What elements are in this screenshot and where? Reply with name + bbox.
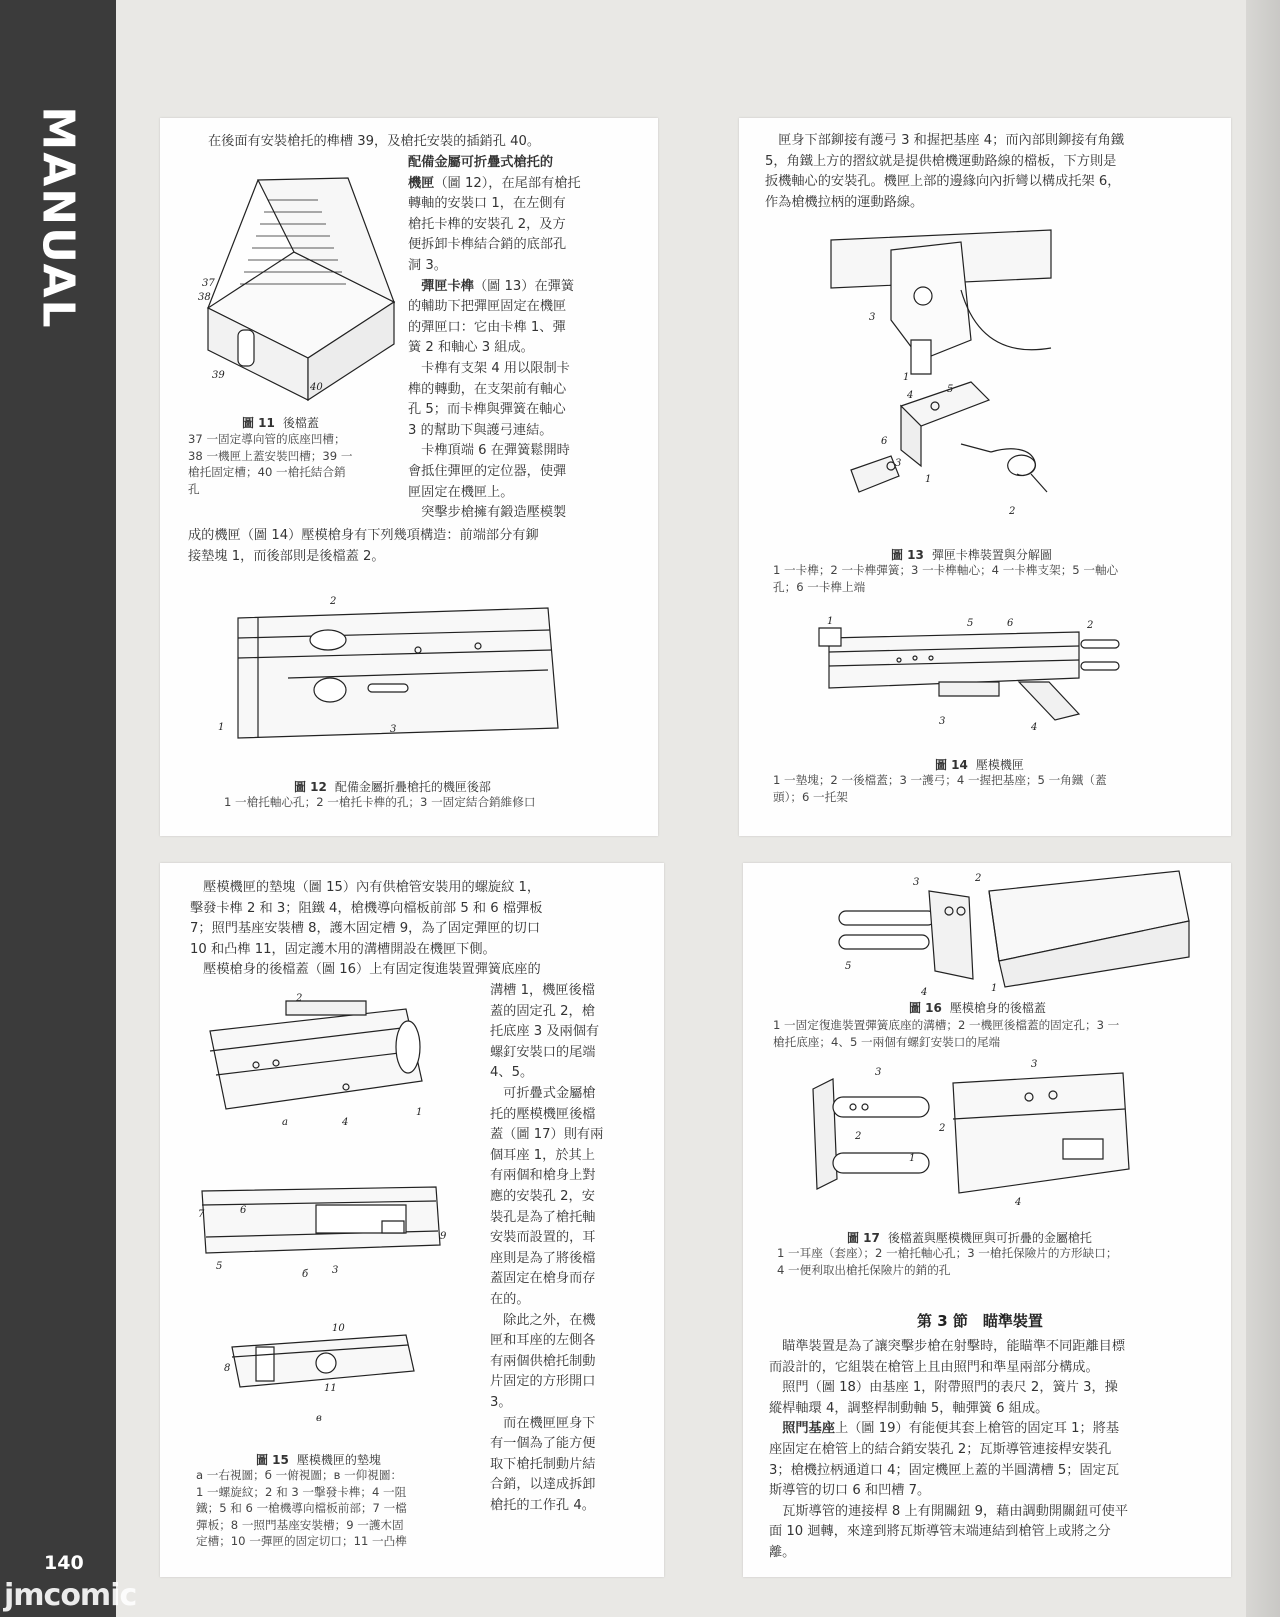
text-line: 有兩個供槍托制動 <box>490 1353 596 1369</box>
text-run: 上（圖 19）有能便其套上槍管的固定耳 1；將基 <box>834 1421 1120 1437</box>
text-line <box>408 153 553 174</box>
text-line <box>408 215 566 236</box>
figure-15-drawing <box>196 991 466 1425</box>
text-line <box>408 318 566 339</box>
fig16-label: 4 <box>921 987 928 998</box>
fig17-label: 4 <box>1015 1197 1022 1208</box>
text-run: 瓦斯導管的連接桿 8 上有開關鈕 9，藉由調動開關鈕可使平 <box>769 1503 1129 1519</box>
fig17-label: 2 <box>939 1123 946 1134</box>
figure-14-drawing <box>819 618 1139 742</box>
fig13-label: 3 <box>869 312 876 323</box>
fig13-label: 2 <box>1009 506 1016 517</box>
spine-title: MANUAL <box>32 106 84 330</box>
text-line: 4、5。 <box>490 1065 534 1081</box>
figure-11-drawing <box>198 180 408 400</box>
fig15-label: 5 <box>216 1261 223 1272</box>
text-run: 卡榫有支架 4 用以限制卡 <box>408 361 570 376</box>
text-line <box>769 1378 1118 1399</box>
fig15-label: в <box>316 1413 322 1424</box>
text-line: 5，角鐵上方的摺紋就是提供槍機運動路線的檔板，下方則是 <box>765 153 1117 169</box>
text-run: 簧 2 和軸心 3 組成。 <box>408 340 534 356</box>
text-line: 蓋（圖 17）則有兩 <box>490 1127 604 1143</box>
fig13-label: 6 <box>881 436 888 447</box>
text-run: （圖 12），在尾部有槍托 <box>434 175 581 191</box>
bold-term: 機匣 <box>408 175 435 191</box>
text-line: 擊發卡榫 2 和 3；阻鐵 4，槍機導向檔板前部 5 和 6 檔彈板 <box>190 900 543 916</box>
fig11-label: 39 <box>212 370 225 381</box>
text-line: 托底座 3 及兩個有 <box>490 1024 600 1040</box>
text-line <box>408 277 574 298</box>
text-run: 便拆卸卡榫結合銷的底部孔 <box>408 237 567 253</box>
text-line: 3。 <box>490 1395 512 1410</box>
fig13-label: 1 <box>903 372 910 383</box>
fig14-label: 5 <box>967 618 974 629</box>
text-line <box>408 174 581 195</box>
text-run: 座固定在槍管上的結合銷安裝孔 2；瓦斯導管連接桿安裝孔 <box>769 1442 1112 1457</box>
text-line <box>769 1543 795 1564</box>
figure-13-drawing <box>831 230 1071 520</box>
text-line <box>408 235 566 256</box>
fig14-title: 圖 14 壓模機匣 <box>935 758 1024 772</box>
text-line: 安裝而設置的，耳 <box>490 1230 596 1246</box>
fig13-label: 5 <box>947 384 954 395</box>
fig11-label: 38 <box>198 292 211 303</box>
text-line: 有一個為了能方便 <box>490 1436 596 1452</box>
text-line: 裝孔是為了槍托軸 <box>490 1209 596 1225</box>
fig15-label: 8 <box>224 1363 231 1374</box>
fig14-label: 1 <box>827 616 834 627</box>
text-run: 匣固定在機匣上。 <box>408 484 514 500</box>
section-title: 第 3 節 瞄準裝置 <box>917 1312 1043 1330</box>
fig15-label: 10 <box>332 1323 345 1334</box>
text-run: 突擊步槍擁有鍛造壓模製 <box>408 505 567 521</box>
text-line <box>408 380 566 401</box>
text-run: 的彈匣口：它由卡榫 1、彈 <box>408 319 566 335</box>
fig12-title: 圖 12 配備金屬折疊槍托的機匣後部 <box>294 780 491 794</box>
text-line: 作為槍機拉柄的運動路線。 <box>765 194 924 210</box>
fig16-label: 5 <box>845 961 852 972</box>
text-line: 匣身下部鉚接有護弓 3 和握把基座 4；而內部則鉚接有角鐵 <box>765 133 1125 148</box>
text-run: 洞 3。 <box>408 258 447 273</box>
fig17-title: 圖 17 後檔蓋與壓模機匣與可折疊的金屬槍托 <box>847 1231 1092 1245</box>
text-line: 可折疊式金屬槍 <box>490 1086 596 1101</box>
fig16-label: 1 <box>991 983 998 994</box>
text-line: 蓋固定在槍身而存 <box>490 1271 596 1287</box>
fig15-label: 2 <box>296 993 303 1004</box>
text-line <box>769 1337 1125 1358</box>
fig11-title: 圖 11 後檔蓋 <box>242 416 319 430</box>
text-run: 孔 5；而卡榫與彈簧在軸心 <box>408 402 566 418</box>
bold-term: 配備金屬可折疊式槍托的 <box>408 155 554 170</box>
panel-bottom-left <box>160 863 664 1577</box>
fig17-caption: 1 一耳座（套座）；2 一槍托軸心孔；3 一槍托保險片的方形缺口； 4 一便利取出槍托保險片的銷的孔 <box>777 1246 1118 1277</box>
fig12-label: 2 <box>330 596 337 607</box>
text-line: 蓋的固定孔 2，槍 <box>490 1003 595 1019</box>
text-run: 照門（圖 18）由基座 1，附帶照門的表尺 2，簧片 3，操 <box>769 1380 1118 1396</box>
fig15-label: 7 <box>198 1209 205 1220</box>
fig16-label: 3 <box>913 877 920 888</box>
text-run: 會抵住彈匣的定位器，使彈 <box>408 464 567 479</box>
text-line <box>769 1419 1119 1440</box>
figure-16-drawing <box>839 871 1195 998</box>
text-line: 壓模機匣的墊塊（圖 15）內有供槍管安裝用的螺旋紋 1， <box>190 880 541 895</box>
fig17-label: 1 <box>909 1153 916 1164</box>
fig13-label: 4 <box>907 390 914 401</box>
bold-term: 彈匣卡榫 <box>408 278 474 294</box>
text-line <box>769 1502 1128 1523</box>
text-line: 片固定的方形開口 <box>490 1374 596 1390</box>
text-line <box>408 256 447 277</box>
text-line <box>408 338 534 359</box>
text-run: 3 的幫助下與護弓連結。 <box>408 422 553 438</box>
text-run: 斯導管的切口 6 和凹槽 7。 <box>769 1483 931 1499</box>
fig15-label: 1 <box>416 1107 423 1118</box>
fig15-label: 9 <box>440 1231 447 1242</box>
page-number: 140 <box>44 1552 84 1574</box>
fig11-caption: 37 一固定導向管的底座凹槽； 38 一機匣上蓋安裝凹槽；39 一 槍托固定槽；40 一槍托結合銷 孔 <box>188 432 353 496</box>
fig13-caption: 1 一卡榫；2 一卡榫彈簧；3 一卡榫軸心；4 一卡榫支架；5 一軸心 孔；6 一卡榫上端 <box>773 563 1119 594</box>
fig17-label: 3 <box>1031 1059 1038 1070</box>
text-line: 合銷，以達成拆卸 <box>490 1477 596 1493</box>
text-line <box>408 400 566 421</box>
text-line <box>408 441 570 462</box>
fig15-label: б <box>302 1269 309 1280</box>
bold-term: 照門基座 <box>769 1421 835 1437</box>
text-line: 溝槽 1，機匣後檔 <box>490 983 595 998</box>
text-run: 的輔助下把彈匣固定在機匣 <box>408 299 567 315</box>
fig12-label: 3 <box>390 724 397 735</box>
fig12-label: 1 <box>218 722 225 733</box>
text-line: 匣和耳座的左側各 <box>490 1333 596 1349</box>
text-line <box>408 483 514 504</box>
text-run: 轉軸的安裝口 1，在左側有 <box>408 196 566 212</box>
text-line: 在的。 <box>490 1292 530 1307</box>
text-line <box>769 1358 1099 1379</box>
text-line <box>408 462 566 483</box>
fig15-label: 3 <box>332 1265 339 1276</box>
fig17-label: 2 <box>855 1131 862 1142</box>
intro-text: 在後面有安裝槍托的榫槽 39，及槍托安裝的插銷孔 40。 <box>208 134 541 149</box>
text-run: 3；槍機拉柄通道口 4；固定機匣上蓋的半圓溝槽 5；固定瓦 <box>769 1462 1120 1478</box>
text-line: 有兩個和槍身上對 <box>490 1168 596 1184</box>
fig14-label: 2 <box>1087 620 1094 631</box>
text-line: 應的安裝孔 2，安 <box>490 1189 595 1204</box>
text-line: 托的壓模機匣後檔 <box>490 1106 596 1122</box>
fig15-caption: a 一右視圖；б 一俯視圖；в 一仰視圖： 1 一螺旋紋；2 和 3 一擊發卡榫；4 一阻 鐵；5 和 6 一槍機導向檔板前部；7 一檔 彈板；8 一照門基座安裝槽；9 一護木固 定槽；10 一彈匣的固定切口；11 一凸榫 <box>196 1468 407 1549</box>
text-line: 槍托的工作孔 4。 <box>490 1498 595 1513</box>
text-line: 扳機軸心的安裝孔。機匣上部的邊緣向內折彎以構成托架 6， <box>765 174 1121 190</box>
fig15-label: 4 <box>342 1117 349 1128</box>
fig11-label: 40 <box>310 382 323 393</box>
text-line <box>769 1399 1048 1420</box>
fig14-label: 3 <box>939 716 946 727</box>
text-run: 離。 <box>769 1545 796 1560</box>
text-line: 個耳座 1，於其上 <box>490 1147 595 1163</box>
text-run: 而設計的，它組裝在槍管上且由照門和準星兩部分構成。 <box>769 1359 1099 1375</box>
watermark: jmcomic <box>4 1578 137 1613</box>
fig15-label: 11 <box>324 1383 337 1394</box>
text-line: 而在機匣匣身下 <box>490 1415 596 1431</box>
fig16-title: 圖 16 壓模槍身的後檔蓋 <box>909 1001 1046 1015</box>
text-line: 接墊塊 1，而後部則是後檔蓋 2。 <box>188 548 385 564</box>
text-line <box>408 194 566 215</box>
fig16-label: 2 <box>975 873 982 884</box>
fig15-label: 6 <box>240 1205 247 1216</box>
text-line: 取下槍托制動片結 <box>490 1456 596 1472</box>
fig14-label: 4 <box>1031 722 1038 733</box>
fig13-title: 圖 13 彈匣卡榫裝置與分解圖 <box>891 548 1052 562</box>
fig13-label: 1 <box>925 474 932 485</box>
text-line: 除此之外，在機 <box>490 1312 596 1328</box>
fig14-label: 6 <box>1007 618 1014 629</box>
panel-bottom-right <box>743 863 1231 1577</box>
text-line <box>408 359 570 380</box>
fig15-title: 圖 15 壓模機匣的墊塊 <box>256 1453 381 1467</box>
text-line: 壓模槍身的後檔蓋（圖 16）上有固定復進裝置彈簧底座的 <box>190 962 541 978</box>
fig11-label: 37 <box>202 278 215 289</box>
text-line <box>769 1481 930 1502</box>
panel-top-left <box>160 118 658 836</box>
text-line <box>769 1440 1111 1461</box>
text-line <box>408 421 552 442</box>
text-run: （圖 13）在彈簧 <box>473 278 575 294</box>
text-line <box>408 503 566 524</box>
text-line: 螺釘安裝口的尾端 <box>490 1044 596 1060</box>
text-run: 縱桿軸環 4，調整桿制動軸 5，軸彈簧 6 組成。 <box>769 1400 1049 1416</box>
fig15-label: a <box>282 1117 288 1128</box>
text-line <box>769 1461 1119 1482</box>
text-line <box>769 1522 1111 1543</box>
text-line: 7；照門基座安裝槽 8，護木固定槽 9，為了固定彈匣的切口 <box>190 921 541 937</box>
text-line <box>408 297 566 318</box>
figure-12-drawing <box>218 598 564 748</box>
text-line: 座則是為了將後檔 <box>490 1250 596 1266</box>
text-run: 面 10 迴轉，來達到將瓦斯導管末端連結到槍管上或將之分 <box>769 1524 1111 1540</box>
text-line: 成的機匣（圖 14）壓模槍身有下列幾項構造：前端部分有鉚 <box>188 528 539 543</box>
fig17-label: 3 <box>875 1067 882 1078</box>
fig16-caption: 1 一固定復進裝置彈簧底座的溝槽；2 一機匣後檔蓋的固定孔；3 一 槍托底座；4、5 一兩個有螺釘安裝口的尾端 <box>773 1018 1120 1049</box>
figure-17-drawing <box>803 1059 1143 1207</box>
text-run: 瞄準裝置是為了讓突擊步槍在射擊時，能瞄準不同距離目標 <box>769 1339 1126 1354</box>
fig14-caption: 1 一墊塊；2 一後檔蓋；3 一護弓；4 一握把基座；5 一角鐵（蓋 頭）；6 一托架 <box>773 773 1107 804</box>
fig12-caption: 1 一槍托軸心孔；2 一槍托卡榫的孔；3 一固定結合銷維修口 <box>224 795 536 809</box>
text-run: 卡榫頂端 6 在彈簧鬆開時 <box>408 443 570 459</box>
panel-top-right <box>739 118 1231 836</box>
page-edge <box>1246 0 1280 1617</box>
fig13-label: 3 <box>895 458 902 469</box>
text-run: 槍托卡榫的安裝孔 2，及方 <box>408 216 566 232</box>
text-run: 榫的轉動，在支架前有軸心 <box>408 381 567 397</box>
text-line: 10 和凸榫 11，固定護木用的溝槽開設在機匣下側。 <box>190 941 496 957</box>
